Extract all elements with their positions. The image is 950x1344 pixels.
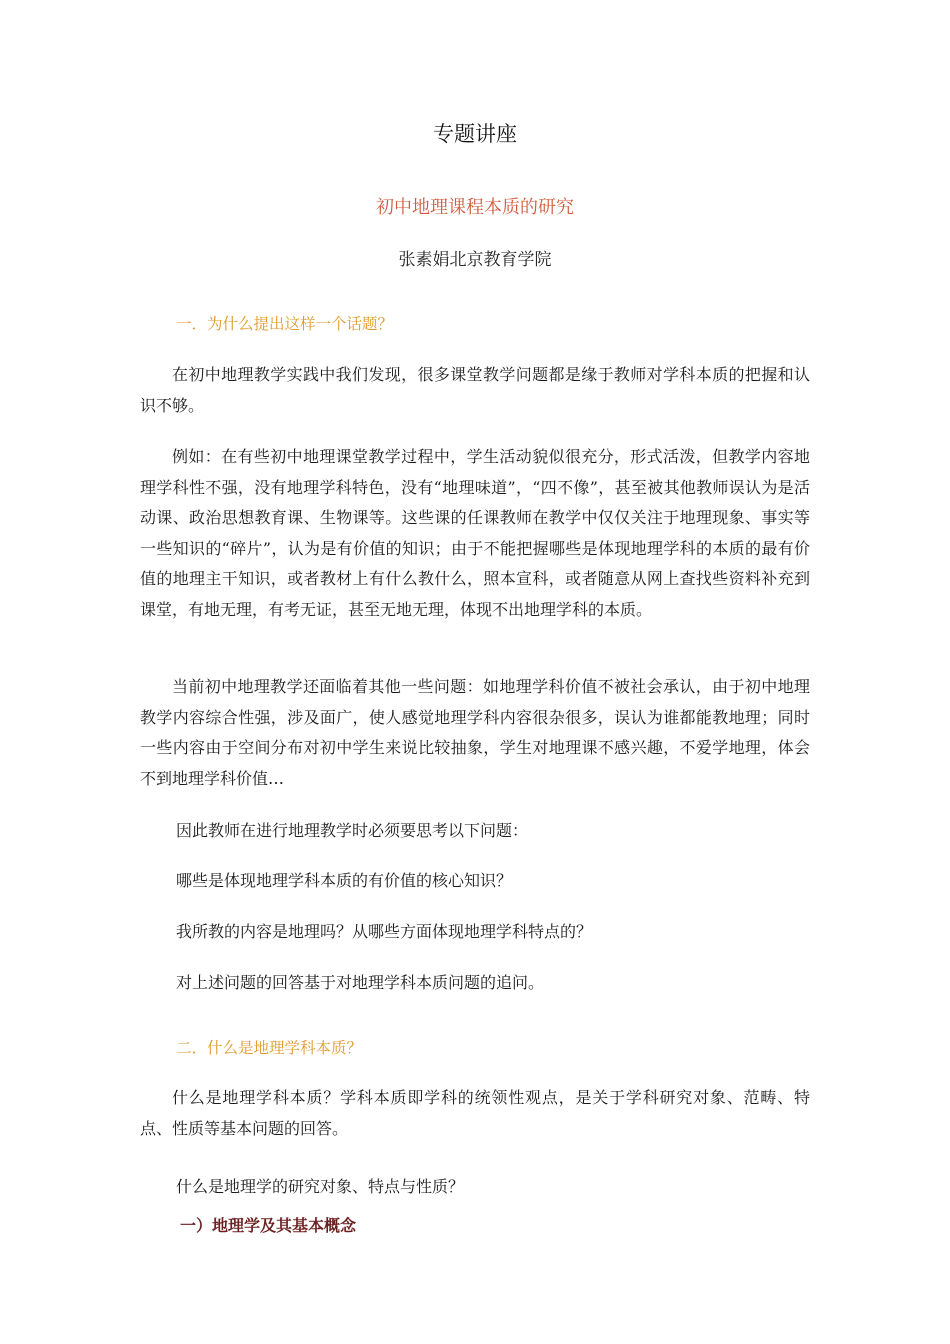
section-2-paragraph-1: 什么是地理学科本质？学科本质即学科的统领性观点，是关于学科研究对象、范畴、特点、性质等基本问题的回答。 (140, 1088, 810, 1138)
section-2-line-1: 什么是地理学的研究对象、特点与性质？ (176, 1177, 465, 1196)
section-2-subheading: 一）地理学及其基本概念 (180, 1216, 357, 1235)
section-1-heading: 一．为什么提出这样一个话题？ (176, 315, 394, 333)
document-subtitle: 初中地理课程本质的研究 (376, 197, 574, 218)
section-1-paragraph-3: 当前初中地理教学还面临着其他一些问题：如地理学科价值不被社会承认，由于初中地理教学内容综合性强，涉及面广，使人感觉地理学科内容很杂很多，误认为谁都能教地理；同时一些内容由于空间分布对初中学生来说比较抽象，学生对地理课不感兴趣，不爱学地理，体会不到地理学科价值… (140, 677, 810, 788)
document-author: 张素娟北京教育学院 (398, 250, 552, 270)
document-title: 专题讲座 (433, 122, 517, 146)
section-1-line-2: 哪些是体现地理学科本质的有价值的核心知识？ (176, 871, 513, 890)
section-1-paragraph-1: 在初中地理教学实践中我们发现，很多课堂教学问题都是缘于教师对学科本质的把握和认识不够。 (140, 365, 810, 415)
section-1-paragraph-2: 例如：在有些初中地理课堂教学过程中，学生活动貌似很充分，形式活泼，但教学内容地理学科性不强，没有地理学科特色，没有“地理味道”，“四不像”，甚至被其他教师误认为是活动课、政治思想教育课、生物课等。这些课的任课教师在教学中仅仅关注于地理现象、事实等一些知识的“碎片”，认为是有价值的知识；由于不能把握哪些是体现地理学科的本质的最有价值的地理主干知识，或者教材上有什么教什么，照本宣科，或者随意从网上查找些资料补充到课堂，有地无理，有考无证，甚至无地无理，体现不出地理学科的本质。 (140, 447, 810, 619)
section-1-line-1: 因此教师在进行地理教学时必须要思考以下问题： (176, 821, 529, 840)
section-1-line-3: 我所教的内容是地理吗？从哪些方面体现地理学科特点的？ (176, 922, 593, 941)
section-1-line-4: 对上述问题的回答基于对地理学科本质问题的追问。 (176, 973, 545, 992)
section-2-heading: 二．什么是地理学科本质？ (176, 1039, 363, 1057)
